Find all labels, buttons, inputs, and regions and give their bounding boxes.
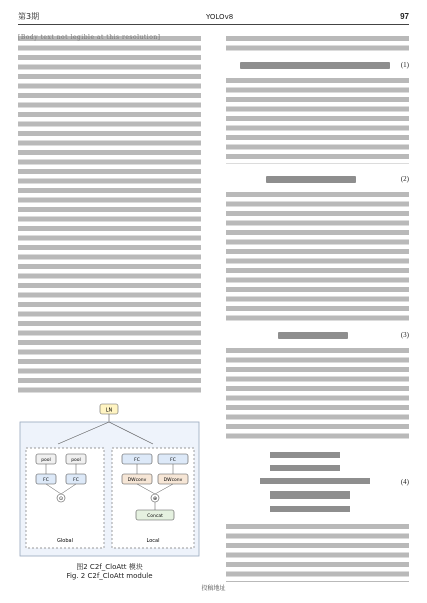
running-title: YOLOv8 — [206, 13, 234, 21]
equation-1-body — [240, 62, 390, 69]
equation-1-number: (1) — [400, 61, 409, 69]
equation-4 — [226, 450, 409, 514]
local-dwconv-label-2: DWconv — [163, 478, 183, 483]
figure-2 — [18, 398, 201, 558]
equation-4-system — [240, 452, 390, 512]
right-text-block-1 — [226, 34, 409, 54]
global-pool-label: pool — [41, 458, 51, 463]
global-pool-label-2: pool — [71, 458, 81, 463]
right-text-block-5 — [226, 522, 409, 582]
page-number: 97 — [400, 12, 409, 21]
figure-caption-cn: 图2 C2f_CloAtt 模块 — [76, 563, 143, 571]
equation-2-number: (2) — [400, 175, 409, 183]
equation-1 — [226, 58, 409, 72]
journal-issue: 第3期 — [18, 12, 40, 21]
local-concat-label: Concat — [147, 514, 163, 519]
equation-3-body — [278, 332, 348, 339]
figure-caption-en: Fig. 2 C2f_CloAtt module — [66, 572, 153, 580]
right-text-block-2 — [226, 76, 409, 164]
equation-4-number: (4) — [400, 478, 409, 486]
c2f-cloatt-diagram — [18, 398, 201, 558]
equation-3-number: (3) — [400, 331, 409, 339]
local-dwconv-label: DWconv — [127, 478, 147, 483]
local-fc-label: FC — [134, 458, 140, 463]
global-fc-label-2: FC — [73, 478, 79, 483]
illegible-text-placeholder: [Body text not legible at this resolution] — [18, 34, 161, 41]
global-multiply-symbol: ⊙ — [58, 496, 64, 502]
equation-2 — [226, 172, 409, 186]
right-text-block-3 — [226, 190, 409, 322]
top-node-label: LN — [105, 407, 113, 414]
global-fc-label: FC — [43, 478, 49, 483]
local-label: Local — [146, 538, 160, 544]
equation-2-body — [266, 176, 356, 183]
page-body — [18, 28, 409, 579]
local-fc-label-2: FC — [170, 458, 176, 463]
global-label: Global — [57, 538, 73, 544]
equation-3 — [226, 328, 409, 342]
page-header — [18, 10, 409, 25]
page-footer: 投稿地址 — [201, 585, 226, 592]
local-add-symbol: ⊕ — [152, 496, 158, 502]
right-text-block-4 — [226, 346, 409, 442]
left-column-text — [18, 34, 201, 394]
